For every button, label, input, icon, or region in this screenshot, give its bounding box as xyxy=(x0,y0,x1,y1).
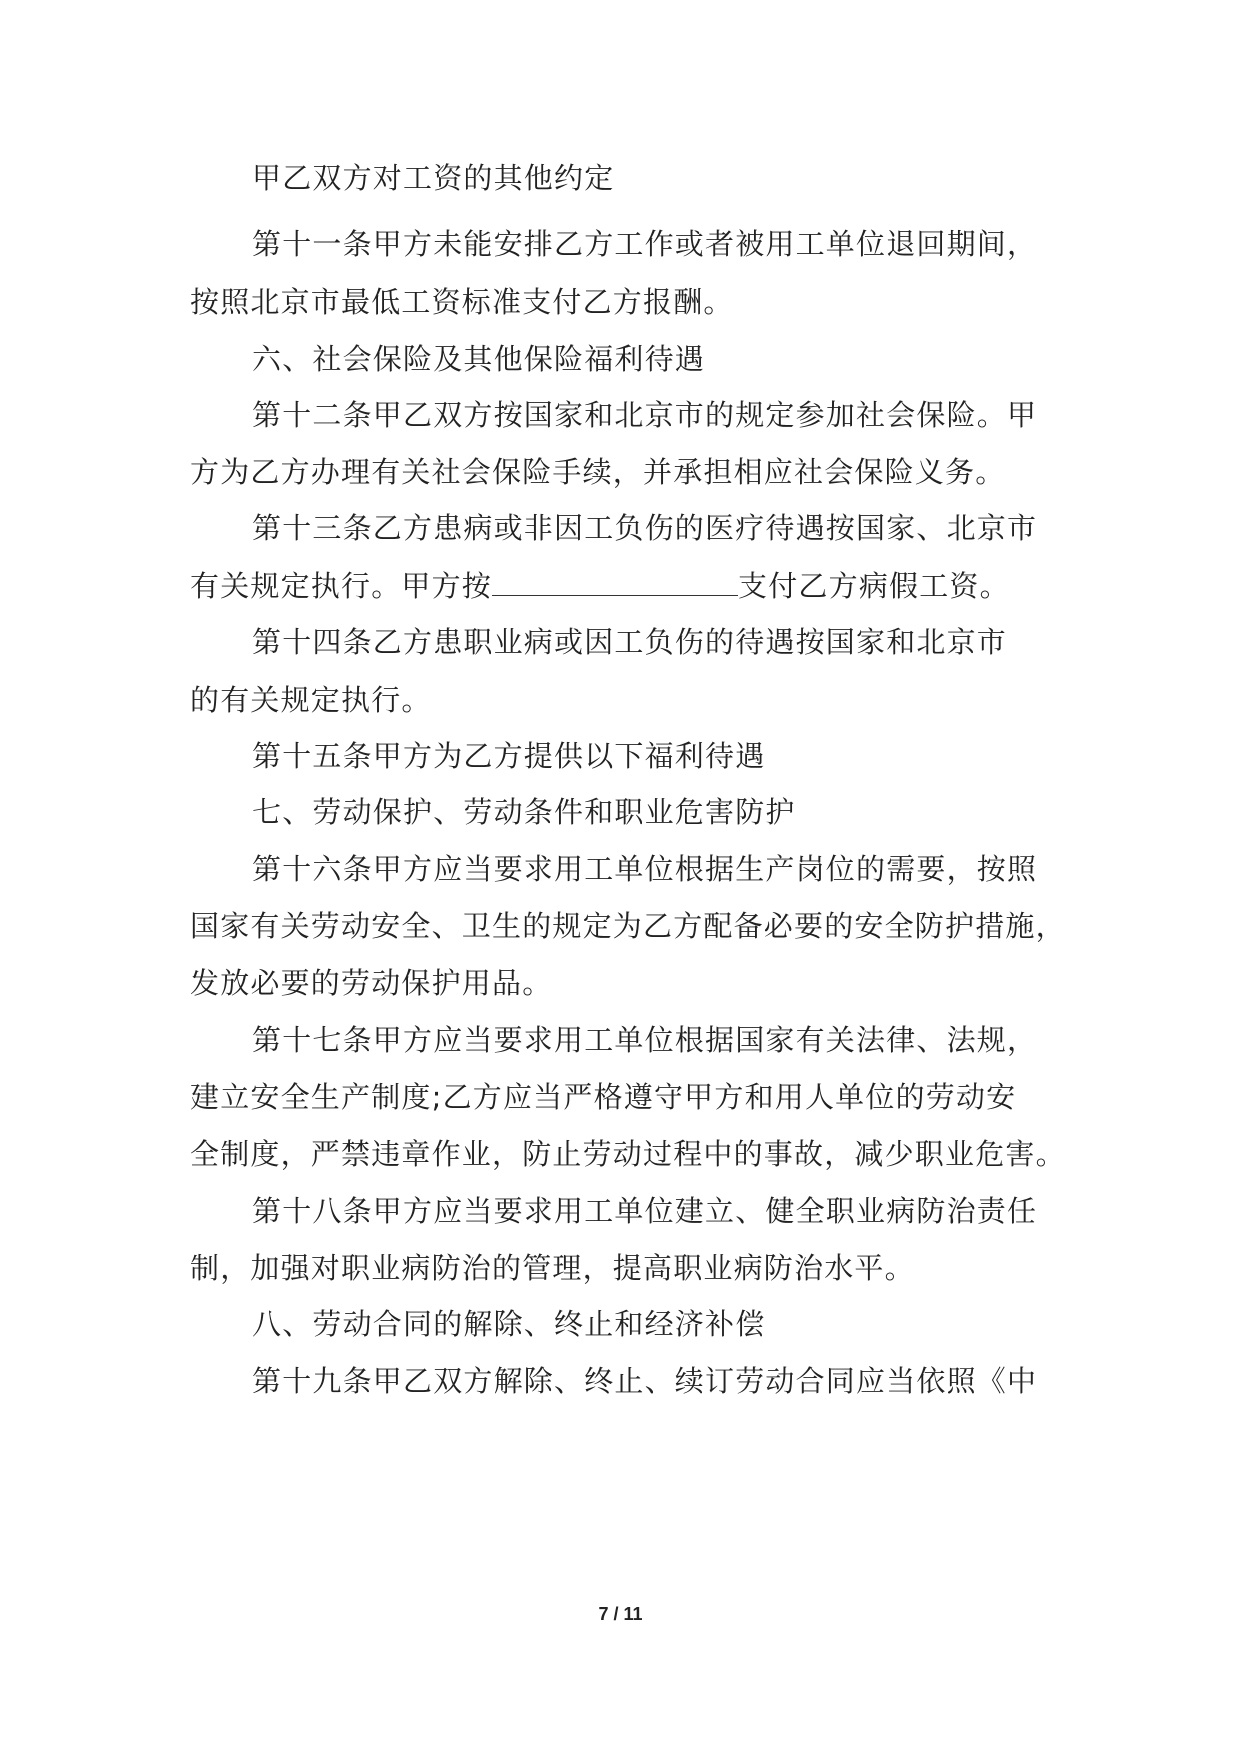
paragraph-line-with-blank xyxy=(190,568,1010,604)
section-heading: 六、社会保险及其他保险福利待遇 xyxy=(252,342,706,376)
section-heading: 七、劳动保护、劳动条件和职业危害防护 xyxy=(252,795,796,829)
paragraph-line: 国家有关劳动安全、卫生的规定为乙方配备必要的安全防护措施， xyxy=(190,909,1066,943)
section-heading: 八、劳动合同的解除、终止和经济补偿 xyxy=(252,1307,766,1341)
paragraph-line: 第十三条乙方患病或非因工负伤的医疗待遇按国家、北京市 xyxy=(252,511,1038,545)
paragraph-line: 第十七条甲方应当要求用工单位根据国家有关法律、法规， xyxy=(252,1023,1038,1057)
paragraph-line: 第十八条甲方应当要求用工单位建立、健全职业病防治责任 xyxy=(252,1194,1038,1228)
paragraph-line: 全制度，严禁违章作业，防止劳动过程中的事故，减少职业危害。 xyxy=(190,1137,1066,1171)
paragraph-line: 方为乙方办理有关社会保险手续，并承担相应社会保险义务。 xyxy=(190,455,1006,489)
line-text-before-blank: 有关规定执行。甲方按 xyxy=(190,569,493,603)
page-number: 7 / 11 xyxy=(598,1604,643,1624)
fill-in-blank xyxy=(492,569,738,596)
paragraph-line: 第十一条甲方未能安排乙方工作或者被用工单位退回期间， xyxy=(252,227,1038,261)
paragraph-line: 第十六条甲方应当要求用工单位根据生产岗位的需要，按照 xyxy=(252,852,1038,886)
paragraph-line: 制，加强对职业病防治的管理，提高职业病防治水平。 xyxy=(190,1251,915,1285)
paragraph-line: 第十四条乙方患职业病或因工负伤的待遇按国家和北京市 xyxy=(252,625,1008,659)
paragraph-line: 发放必要的劳动保护用品。 xyxy=(190,966,553,1000)
paragraph-line: 第十九条甲乙双方解除、终止、续订劳动合同应当依照《中 xyxy=(252,1364,1038,1398)
paragraph-line: 按照北京市最低工资标准支付乙方报酬。 xyxy=(190,285,734,319)
paragraph-line: 的有关规定执行。 xyxy=(190,683,432,717)
paragraph-line: 第十五条甲方为乙方提供以下福利待遇 xyxy=(252,739,766,773)
paragraph-line: 第十二条甲乙双方按国家和北京市的规定参加社会保险。甲 xyxy=(252,398,1038,432)
line-text-after-blank: 支付乙方病假工资。 xyxy=(738,569,1010,603)
paragraph-line: 建立安全生产制度;乙方应当严格遵守甲方和用人单位的劳动安 xyxy=(190,1080,1017,1114)
paragraph-line: 甲乙双方对工资的其他约定 xyxy=(252,161,615,195)
